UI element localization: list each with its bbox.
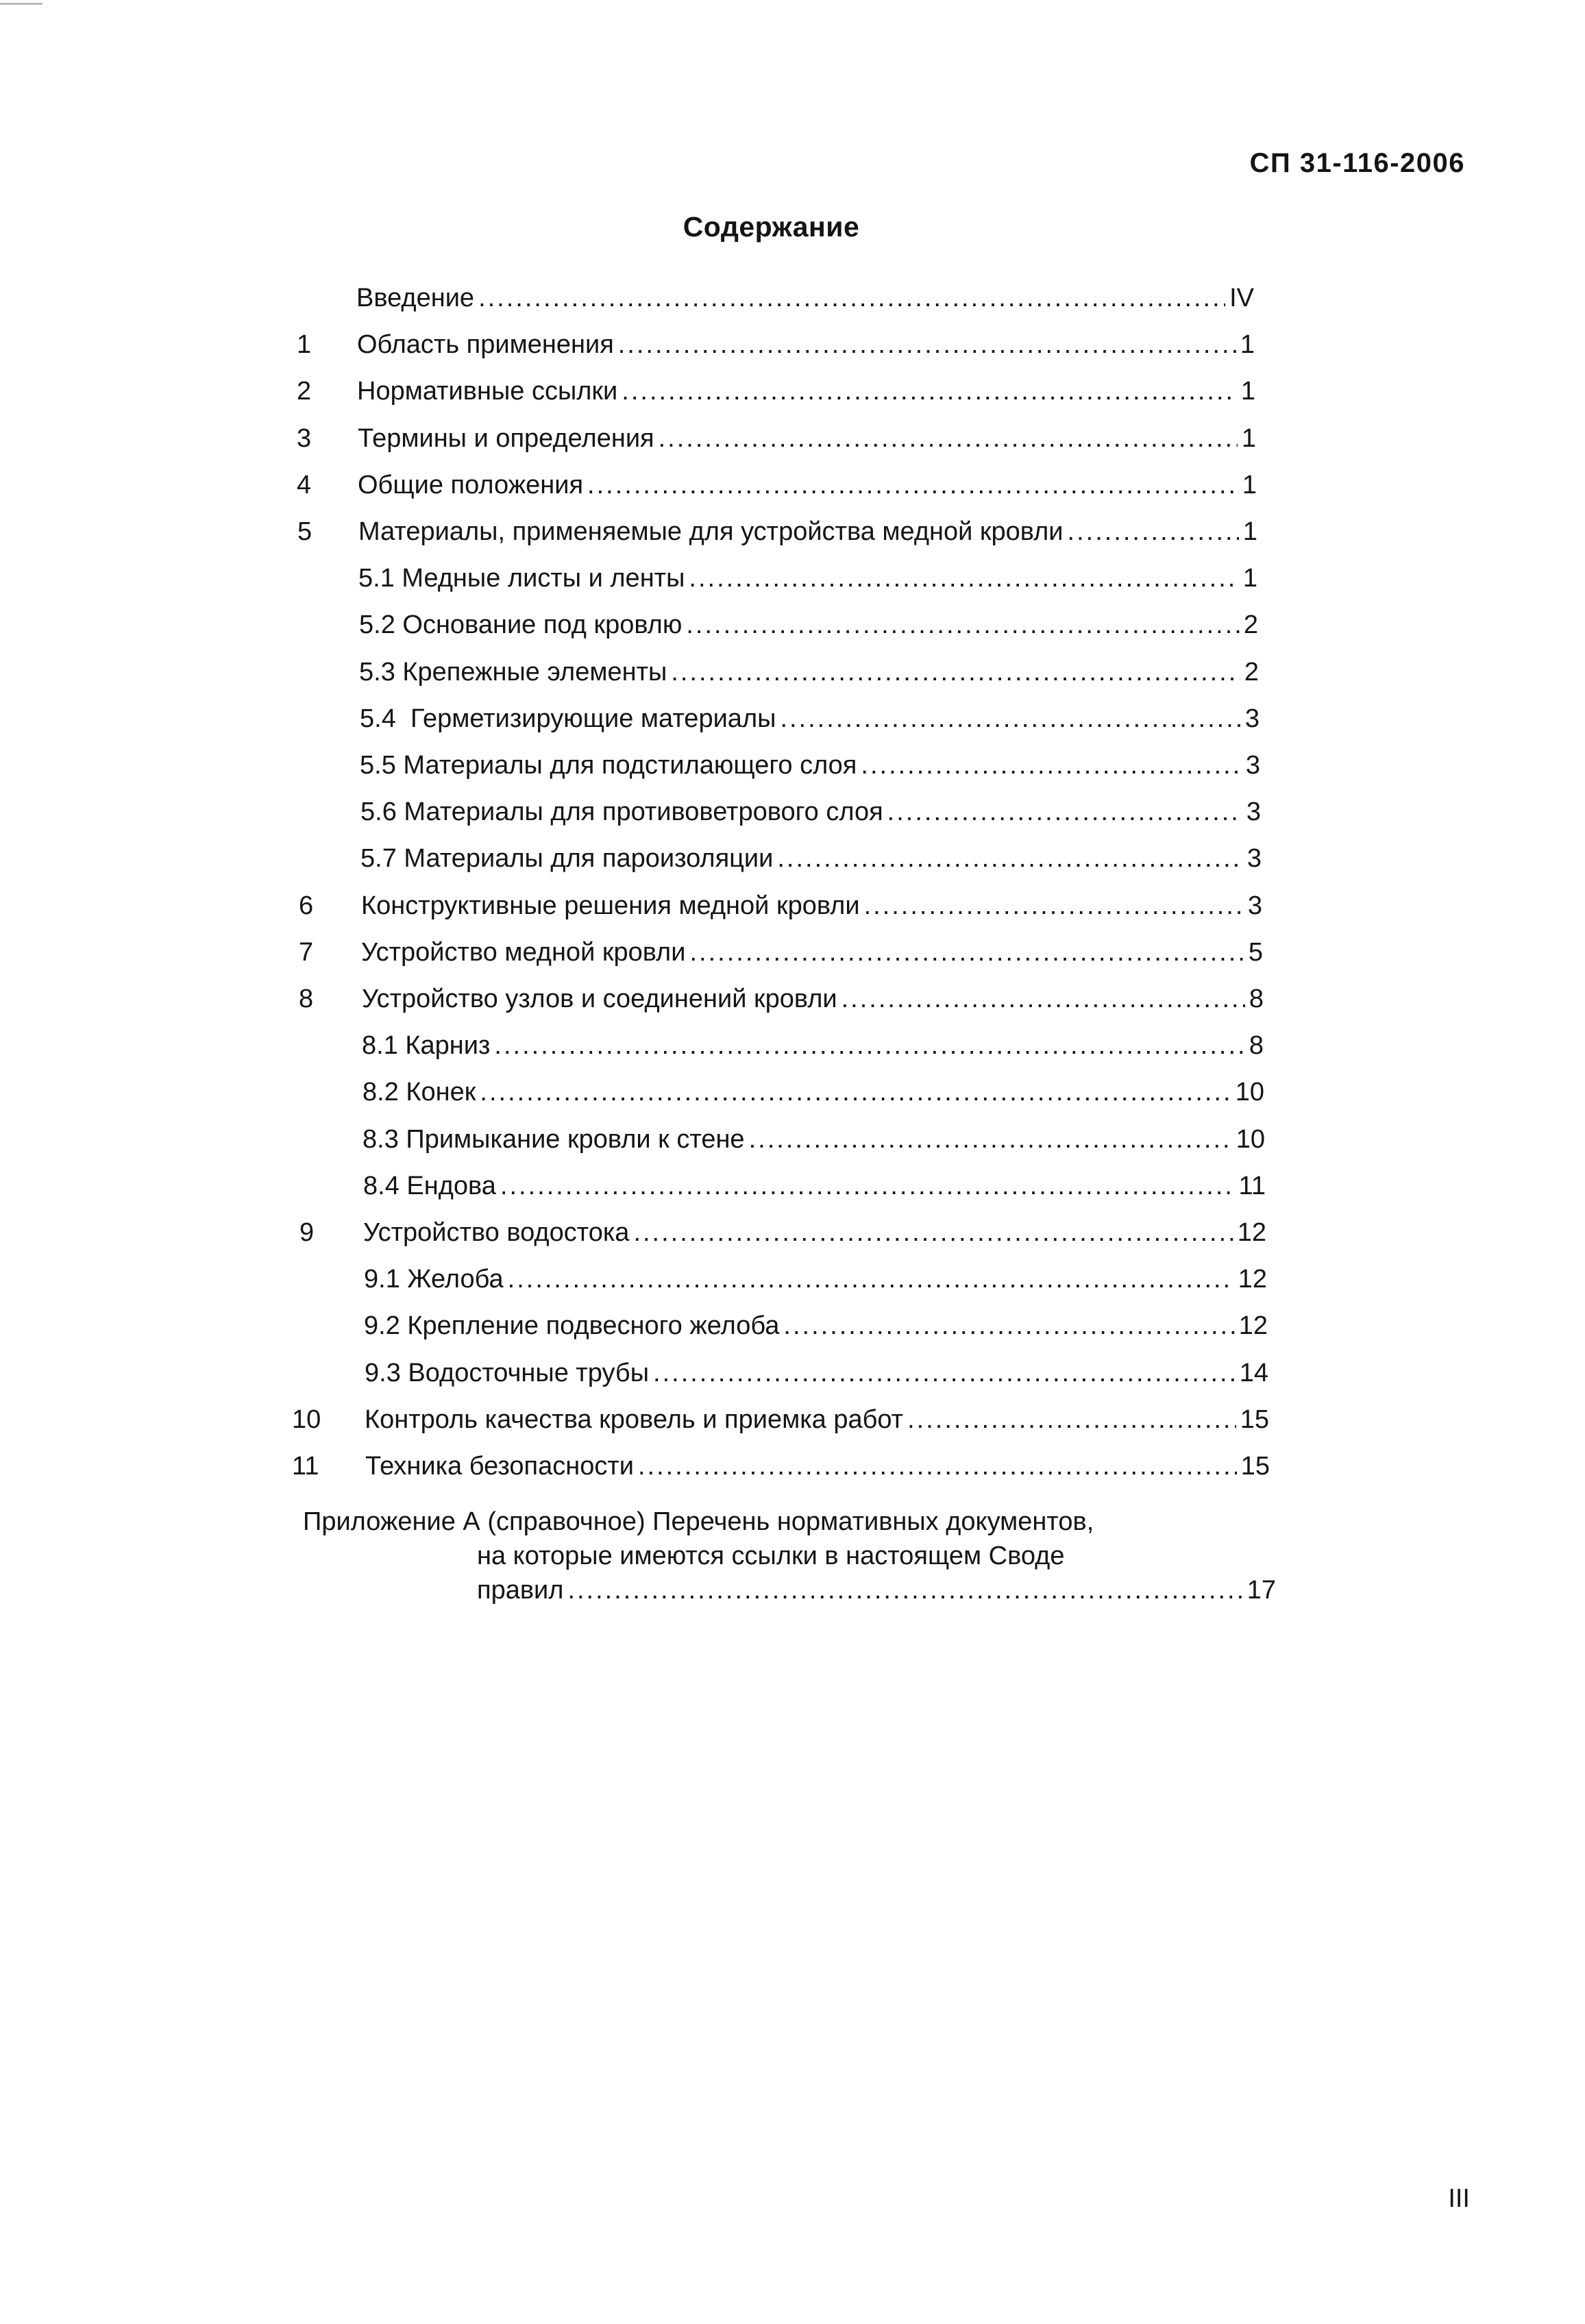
toc-entry[interactable]	[0, 1309, 1585, 1343]
toc-section-title: Нормативные ссылки	[357, 377, 618, 406]
toc-page-number: 1	[1240, 330, 1255, 359]
dot-leader	[887, 795, 1242, 829]
dot-leader	[689, 561, 1238, 595]
toc-entry[interactable]	[0, 561, 1585, 595]
toc-entry-line	[363, 1122, 1265, 1157]
appendix-title-line-1: Приложение А (справочное) Перечень нормативных документов,	[303, 1507, 1094, 1536]
toc-entry[interactable]	[0, 655, 1585, 689]
toc-section-title: Устройство узлов и соединений кровли	[362, 985, 837, 1013]
toc-entry[interactable]	[0, 702, 1585, 736]
toc-section-title: Устройство водостока	[363, 1218, 630, 1247]
dot-leader	[841, 982, 1245, 1016]
dot-leader	[864, 889, 1244, 923]
toc-entry-line	[357, 327, 1255, 362]
toc-subsection-title: 9.3 Водосточные трубы	[365, 1359, 650, 1387]
toc-page-number: 11	[1238, 1172, 1266, 1200]
toc-subsection-title: 8.1 Карниз	[362, 1031, 491, 1060]
dot-leader	[633, 1215, 1233, 1250]
dot-leader	[780, 702, 1240, 736]
toc-section-title: Конструктивные решения медной кровли	[361, 891, 860, 920]
toc-section-title: Область применения	[357, 330, 614, 359]
toc-section-title: Техника безопасности	[365, 1452, 634, 1481]
dot-leader	[1068, 515, 1239, 549]
toc-entry[interactable]	[0, 1169, 1585, 1203]
toc-entry-line	[365, 1402, 1269, 1437]
toc-subsection-title: 8.4 Ендова	[363, 1172, 496, 1200]
toc-page-number: 15	[1240, 1452, 1270, 1481]
appendix-title-line-2: на которые имеются ссылки в настоящем Своде	[477, 1542, 1065, 1570]
toc-page-number: 12	[1237, 1218, 1266, 1247]
toc-entry[interactable]	[0, 1402, 1585, 1437]
toc-page-number: 15	[1240, 1405, 1269, 1434]
toc-entry[interactable]	[0, 1122, 1585, 1157]
toc-page-number: 3	[1244, 704, 1260, 733]
toc-entry-line	[358, 515, 1257, 549]
toc-subsection-title: 5.1 Медные листы и ленты	[358, 564, 685, 593]
toc-page-number: 3	[1246, 798, 1261, 826]
toc-entry-line	[360, 841, 1262, 876]
toc-entry[interactable]	[0, 1356, 1585, 1390]
toc-entry-line	[357, 374, 1255, 408]
toc-page-number: 2	[1243, 610, 1258, 639]
dot-leader	[480, 1075, 1231, 1109]
toc-entry-line	[361, 935, 1263, 969]
dot-leader	[508, 1262, 1234, 1296]
document-code: СП 31-116-2006	[1249, 148, 1465, 178]
toc-page-number: 8	[1249, 1031, 1264, 1060]
toc-section-title: Материалы, применяемые для устройства медной кровли	[358, 517, 1064, 546]
toc-page-number: 1	[1242, 517, 1257, 546]
toc-entry-line	[359, 655, 1259, 689]
toc-subsection-title: 5.5 Материалы для подстилающего слоя	[360, 751, 857, 780]
toc-entry-line	[358, 561, 1257, 595]
appendix-title-line-3	[303, 1573, 1276, 1607]
toc-subsection-title: 9.1 Желоба	[364, 1265, 504, 1294]
toc-page-number: 12	[1238, 1265, 1267, 1294]
toc-section-title: Термины и определения	[358, 424, 654, 453]
toc-page-number: 1	[1242, 564, 1257, 593]
toc-entry-line	[356, 281, 1254, 315]
toc-entry-line	[358, 468, 1257, 502]
toc-section-title: Общие положения	[358, 471, 584, 499]
toc-entry-line	[360, 702, 1260, 736]
toc-subsection-title: 5.3 Крепежные элементы	[359, 658, 667, 687]
dot-leader	[689, 935, 1244, 969]
toc-subsection-title: 5.7 Материалы для пароизоляции	[360, 844, 774, 873]
toc-entry[interactable]	[0, 889, 1585, 923]
toc-page-number: 1	[1241, 424, 1256, 453]
toc-entry-line	[363, 1215, 1266, 1250]
dot-leader	[659, 421, 1238, 456]
toc-page-number: 1	[1242, 471, 1257, 499]
toc-page-number: 2	[1244, 658, 1259, 687]
toc-entry[interactable]	[0, 1449, 1585, 1483]
toc-section-number: 5	[297, 517, 312, 546]
toc-subsection-title: 5.6 Материалы для противоветрового слоя	[360, 798, 883, 826]
dot-leader	[500, 1169, 1235, 1203]
toc-section-number: 11	[292, 1452, 319, 1481]
dot-leader	[777, 841, 1243, 876]
toc-page-number: 8	[1249, 985, 1264, 1013]
toc-entry[interactable]	[0, 982, 1585, 1016]
toc-subsection-title: 8.2 Конек	[363, 1078, 476, 1107]
toc-entry-line	[365, 1449, 1270, 1483]
toc-entry-appendix-a[interactable]	[303, 1505, 1276, 1607]
toc-section-title: Введение	[356, 284, 475, 312]
toc-page-number: 12	[1238, 1311, 1268, 1340]
toc-entry-line	[362, 982, 1264, 1016]
dot-leader	[478, 281, 1225, 315]
toc-page-number: 14	[1239, 1359, 1268, 1387]
toc-section-title: Устройство медной кровли	[361, 938, 686, 967]
dot-leader	[686, 608, 1240, 642]
toc-section-number: 7	[299, 938, 314, 967]
toc-entry[interactable]	[0, 1075, 1585, 1109]
dot-leader	[671, 655, 1240, 689]
dot-leader	[749, 1122, 1232, 1157]
toc-entry[interactable]	[0, 421, 1585, 456]
toc-section-number: 1	[297, 330, 312, 359]
dot-leader	[861, 748, 1241, 782]
toc-page-number: 17	[1246, 1576, 1276, 1605]
appendix-title-line-3-text: правил	[477, 1576, 564, 1605]
toc-entry-line	[358, 421, 1256, 456]
toc-subsection-title: 5.2 Основание под кровлю	[359, 610, 683, 639]
toc-section-title: Контроль качества кровель и приемка работ	[365, 1405, 904, 1434]
dot-leader	[907, 1402, 1236, 1437]
toc-section-number: 9	[299, 1218, 315, 1247]
dot-leader	[783, 1309, 1234, 1343]
toc-page-number: 3	[1245, 751, 1260, 780]
toc-page-number: 3	[1246, 844, 1262, 873]
toc-section-number: 4	[297, 471, 312, 499]
dot-leader	[563, 1573, 1242, 1607]
toc-entry-line	[363, 1169, 1266, 1203]
dot-leader	[587, 468, 1238, 502]
toc-entry[interactable]	[0, 327, 1585, 362]
toc-entry-line	[364, 1262, 1267, 1296]
toc-entry-line	[362, 1028, 1264, 1063]
toc-entry-line	[364, 1309, 1268, 1343]
toc-entry[interactable]	[0, 468, 1585, 502]
toc-entry[interactable]	[0, 515, 1585, 549]
toc-entry[interactable]	[0, 841, 1585, 876]
toc-entry-line	[365, 1356, 1268, 1390]
toc-title: Содержание	[683, 211, 860, 243]
dot-leader	[653, 1356, 1236, 1390]
toc-entry[interactable]	[0, 935, 1585, 969]
toc-entry[interactable]	[0, 1028, 1585, 1063]
toc-page-number: 10	[1235, 1078, 1264, 1107]
toc-page-number: 10	[1236, 1125, 1265, 1154]
toc-section-number: 6	[299, 891, 314, 920]
toc-entry[interactable]	[0, 374, 1585, 408]
toc-section-number: 3	[297, 424, 312, 453]
toc-entry[interactable]	[0, 1262, 1585, 1296]
toc-entry-line	[359, 608, 1258, 642]
toc-entry-line	[360, 795, 1261, 829]
dot-leader	[494, 1028, 1244, 1063]
toc-entry[interactable]	[0, 748, 1585, 782]
toc-entry-line	[363, 1075, 1264, 1109]
toc-page-number: 3	[1247, 891, 1262, 920]
toc-section-number: 8	[299, 985, 314, 1013]
dot-leader	[622, 374, 1237, 408]
dot-leader	[638, 1449, 1237, 1483]
toc-section-number: 2	[297, 377, 312, 406]
toc-entry[interactable]	[0, 281, 1585, 315]
toc-entry[interactable]	[0, 795, 1585, 829]
dot-leader	[618, 327, 1236, 362]
toc-entry-line	[361, 889, 1262, 923]
toc-subsection-title: 9.2 Крепление подвесного желоба	[364, 1311, 780, 1340]
toc-page-number: IV	[1229, 284, 1254, 312]
toc-page-number: 1	[1240, 377, 1255, 406]
toc-subsection-title: 5.4 Герметизирующие материалы	[360, 704, 776, 733]
toc-section-number: 10	[292, 1405, 321, 1434]
toc-subsection-title: 8.3 Примыкание кровли к стене	[363, 1125, 745, 1154]
page-number: III	[1448, 2184, 1470, 2213]
toc-entry-line	[360, 748, 1260, 782]
toc-entry[interactable]	[0, 1215, 1585, 1250]
toc-entry[interactable]	[0, 608, 1585, 642]
toc-page-number: 5	[1248, 938, 1263, 967]
